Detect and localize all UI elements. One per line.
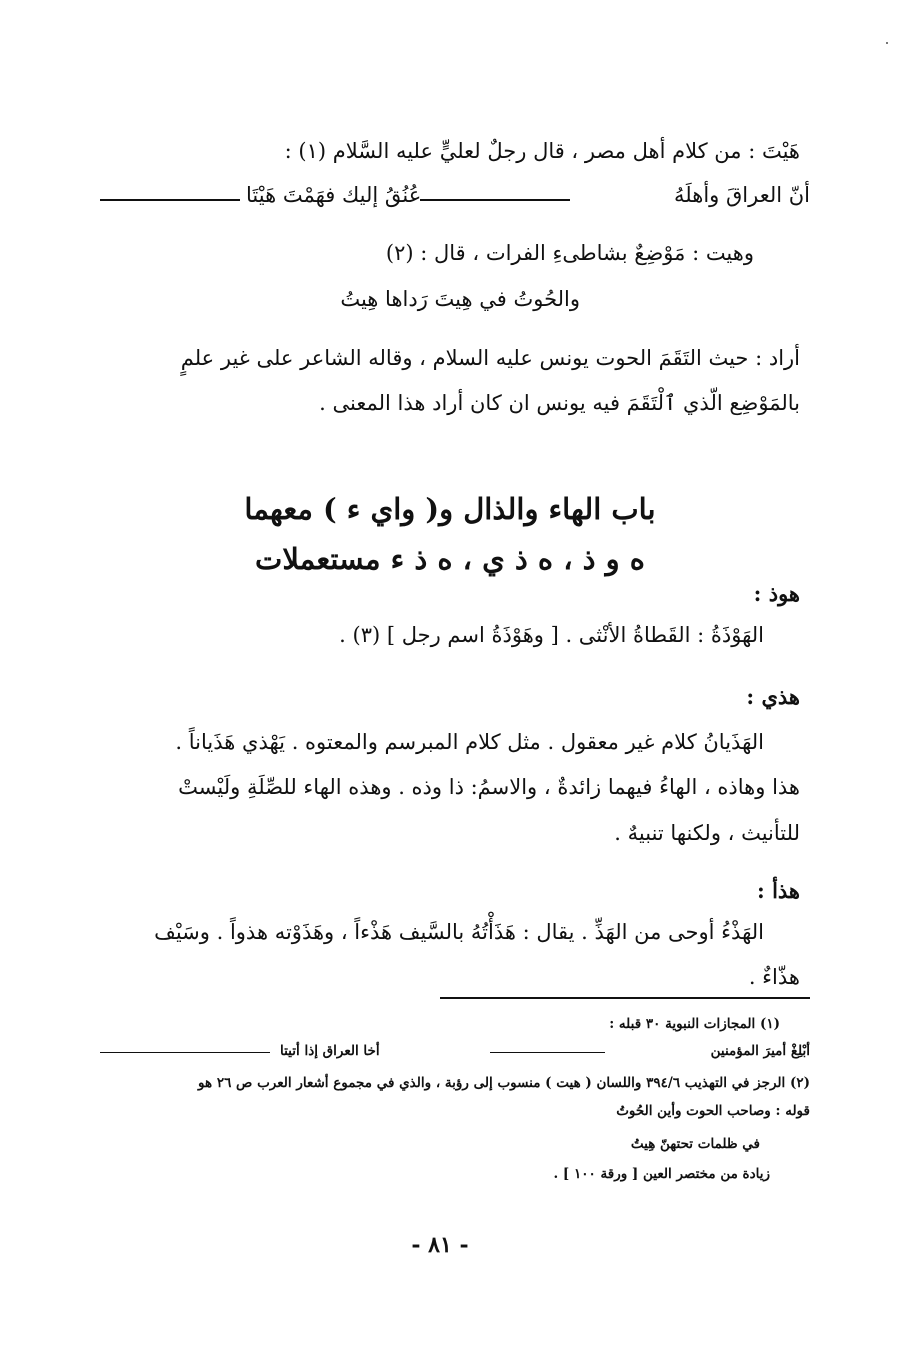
verse-tatweel-right bbox=[420, 199, 570, 201]
footnote-1-verse-left: أخا العراق إذا أتيتا bbox=[280, 1043, 380, 1059]
footnote-rule bbox=[440, 997, 810, 999]
footnote-2: (٢) الرجز في التهذيب ٣٩٤/٦ واللسان ( هيت ) منسوب إلى رؤبة ، والذي في مجموع أشعار العرب ص ٢٦ هو bbox=[198, 1075, 810, 1091]
poem-verse-left bbox=[246, 180, 421, 210]
heet-place-line: وهيت : مَوْضِعٌ بشاطىءِ الفرات ، قال : (٢) bbox=[385, 241, 754, 265]
footnote-3: زيادة من مختصر العين [ ورقة ١٠٠ ] . bbox=[553, 1166, 770, 1182]
verse-tatweel-left bbox=[100, 199, 240, 201]
entry-text-hdhy-3: للتأنيث ، ولكنها تنبيهٌ . bbox=[614, 821, 800, 845]
chapter-subtitle: ه و ذ ، ه ذ ي ، ه ذ ء مستعملات bbox=[255, 542, 645, 576]
arad-continuation-line: بالمَوْضِع الّذي ٱلْتَقَمَ فيه يونس ان كان أراد هذا المعنى . bbox=[319, 391, 800, 415]
poem-line-hut: والحُوتُ في هِيتَ رَداها هِيتُ bbox=[340, 287, 580, 311]
footnote-1: (١) المجازات النبوية ٣٠ قبله : bbox=[609, 1016, 780, 1032]
chapter-title: باب الهاء والذال و( واي ء ) معهما bbox=[244, 492, 656, 526]
entry-text-hdhy-2: هذا وهاذه ، الهاءُ فيهما زائدةٌ ، والاسمُ: ذا وذه . وهذه الهاء للصِّلَةِ ولَيْستْ bbox=[178, 775, 800, 799]
footnote-tatweel-right bbox=[490, 1052, 605, 1053]
margin-speck bbox=[886, 42, 888, 44]
entry-text-hdha-2: هذّاءٌ . bbox=[748, 965, 800, 989]
verse-right-hemistich: أنّ العراقَ وأهلَهُ bbox=[674, 183, 810, 207]
verse-left-hemistich: عُنُقُ إليك فهَمْتَ هَيْتَا bbox=[246, 183, 422, 207]
entry-head-hdhy: هذي : bbox=[746, 684, 800, 709]
page-number: - ٨١ - bbox=[411, 1232, 469, 1258]
footnote-2-line-3: في ظلمات تحتهنّ هِيتُ bbox=[630, 1136, 760, 1152]
entry-head-hdha: هذأ : bbox=[757, 878, 800, 903]
poem-verse-right bbox=[674, 180, 810, 210]
entry-text-hwdh: الهَوْذَةُ : القَطاةُ الأنْثى . [ وهَوْذَةُ اسم رجل ] (٣) . bbox=[339, 623, 764, 647]
footnote-tatweel-left bbox=[100, 1052, 270, 1053]
entry-head-hwdh: هوذ : bbox=[753, 581, 800, 606]
arad-line: أراد : حيث التَقَمَ الحوت يونس عليه السلام ، وقاله الشاعر على غير علمٍ bbox=[180, 346, 800, 370]
entry-text-hdha-1: الهَذْءُ أوحى من الهَذِّ . يقال : هَذَأْتُهُ بالسَّيف هَذْءاً ، وهَذَوْته هذواً . وسَيْف bbox=[154, 920, 764, 944]
footnote-1-verse-right: أبْلِغْ أميرَ المؤمنين bbox=[710, 1043, 810, 1059]
hayt-definition-line: هَيْتَ : من كلام أهل مصر ، قال رجلٌ لعليٍّ عليه السَّلام (١) : bbox=[284, 139, 800, 163]
footnote-2-line-2: قوله : وصاحب الحوت وأين الحُوتُ bbox=[616, 1103, 810, 1119]
entry-text-hdhy-1: الهَذَيانُ كلام غير معقول . مثل كلام المبرسم والمعتوه . يَهْذي هَذَياناً . bbox=[175, 730, 764, 754]
